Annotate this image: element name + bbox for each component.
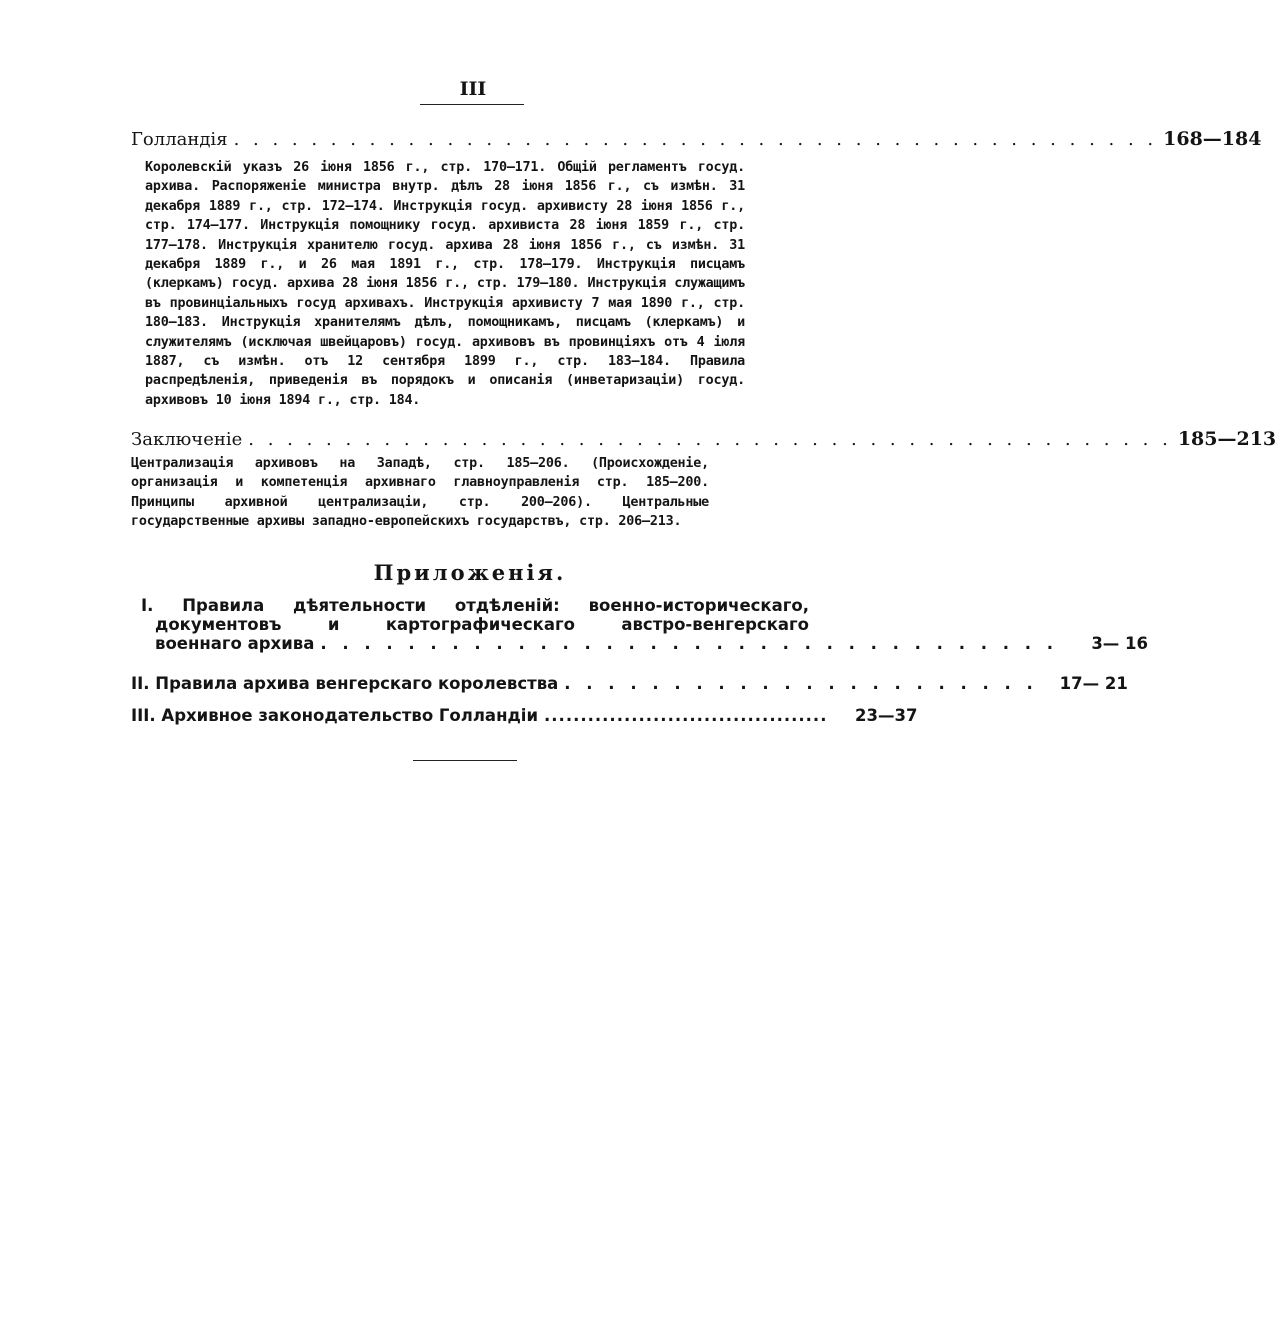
leader-dots: . . . . . . . . . . . . . . . . . . . . . . [564,674,1038,693]
toc-entry-title: Заключеніе [131,429,243,450]
toc-entry-description: Королевскій указъ 26 іюня 1856 г., стр. 170—171. Общій регламентъ госуд. архива. Распоряженіе министра внутр. дѣлъ 28 іюня 1856 г., съ измѣн. 31 декабря 1889 г., стр. 172—174. Инструкція госуд. архивисту 28 іюня 1856 г., стр. 174—177. Инструкція помощнику госуд. архивиста 28 іюня 1859 г., стр. 177—178. Инструкція хранителю госуд. архива 28 іюня 1856 г., съ измѣн. 31 декабря 1889 г., и 26 мая 1891 г., стр. 178—179. Инструкція писцамъ (клеркамъ) госуд. архива 28 іюня 1856 г., стр. 179—180. Инструкція служащимъ въ провинціальныхъ госуд архивахъ. Инструкція архивисту 7 мая 1890 г., стр. 180—183. Инструкція хранителямъ дѣлъ, помощникамъ, писцамъ (клеркамъ) и служителямъ (исключая швейцаровъ) госуд. архивовъ въ провинціяхъ отъ 4 іюля 1887, съ измѣн. отъ 12 сентября 1899 г., стр. 183—184. Правила распредѣленія, приведенія въ порядокъ и описанія (инветаризаціи) госуд. архивовъ 10 іюня 1894 г., стр. 184. [145,160,745,408]
toc-entry-holland [131,128,1262,410]
appendix-title: II. Правила архива венгерскаго королевства [131,674,559,693]
toc-entry-conclusion [131,428,1276,532]
appendix-row [131,634,1149,653]
appendix-row [131,674,1128,693]
toc-entry-title: Голландія [131,129,228,150]
toc-entry-pages: 168—184 [1163,128,1262,150]
toc-entry-description: Централизація архивовъ на Западѣ, стр. 185—206. (Происхожденіе, организація и компетенція архивнаго главноуправленія стр. 185—200. Принципы архивной централизаціи, стр. 200—206). Центральные государственные архивы западно-европейскихъ государствъ, стр. 206—213. [131,456,709,530]
appendix-item [131,674,1128,693]
appendix-item [131,706,918,725]
leader-dots: ....................................... [544,706,828,725]
header-rule [420,104,524,105]
leader-dots: . . . . . . . . . . . . . . . . . . . . . . . . . . . . . . . . . . [320,634,1059,653]
appendices-heading: Приложенія. [373,560,567,585]
leader-dots: . . . . . . . . . . . . . . . . . . . . . . . . . . . . . . . . . . . . . . . . . . . . . . . . [248,429,1172,450]
appendix-pages: 23—37 [855,706,918,725]
appendix-pages: 17— 21 [1059,674,1128,693]
appendix-title: военнаго архива [155,634,315,653]
toc-entry-pages: 185—213 [1177,428,1276,450]
appendix-title: III. Архивное законодательство Голландіи [131,706,539,725]
appendix-row [131,706,918,725]
page-number: III [459,78,487,100]
appendix-line: документовъ и картографическаго австро-венгерскаго [155,615,809,634]
appendix-line: I. Правила дѣятельности отдѣленій: военно-историческаго, [141,596,809,615]
appendix-item [131,596,1149,653]
toc-entry-heading [131,128,1262,150]
footer-rule [413,760,517,761]
appendix-pages: 3— 16 [1091,634,1149,653]
toc-entry-heading [131,428,1276,450]
leader-dots: . . . . . . . . . . . . . . . . . . . . . . . . . . . . . . . . . . . . . . . . . . . . . . . . [233,129,1158,150]
